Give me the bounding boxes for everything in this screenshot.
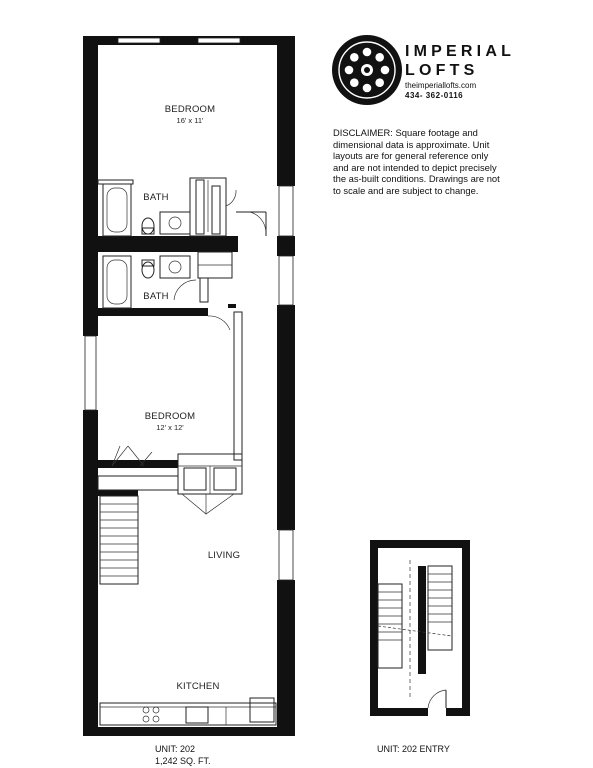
disclaimer-text: DISCLAIMER: Square footage and dimensional data is approximate. Unit layouts are for general reference only and are not intended to depict precisely the as-built conditions. Drawings are not to scale and are subject to change. <box>333 127 500 196</box>
kitchen-counter <box>100 698 276 725</box>
brand-phone: 434- 362-0116 <box>405 91 464 100</box>
unit-caption: UNIT: 202 <box>155 744 196 754</box>
exterior-walls <box>83 36 295 736</box>
brand-url: theimperiallofts.com <box>405 81 477 90</box>
brand-name: IMPERIAL <box>405 43 516 60</box>
room-label-kitchen: KITCHEN <box>176 681 220 692</box>
room-label-bath-1: BATH <box>143 192 169 203</box>
room-size-bedroom-1: 16' x 11' <box>176 116 204 125</box>
room-label-living: LIVING <box>207 550 241 561</box>
bath-1-fixtures <box>98 178 266 236</box>
room-label-bedroom-2: BEDROOM <box>144 411 196 422</box>
entry-plan <box>370 540 470 716</box>
room-label-bedroom-1: BEDROOM <box>164 104 216 115</box>
room-label-bath-2: BATH <box>143 291 169 302</box>
unit-area-caption: 1,242 SQ. FT. <box>155 756 211 766</box>
brand-name-line2: LOFTS <box>405 62 479 79</box>
entry-caption: UNIT: 202 ENTRY <box>377 744 450 754</box>
room-size-bedroom-2: 12' x 12' <box>156 423 184 432</box>
stairwell <box>98 476 178 584</box>
